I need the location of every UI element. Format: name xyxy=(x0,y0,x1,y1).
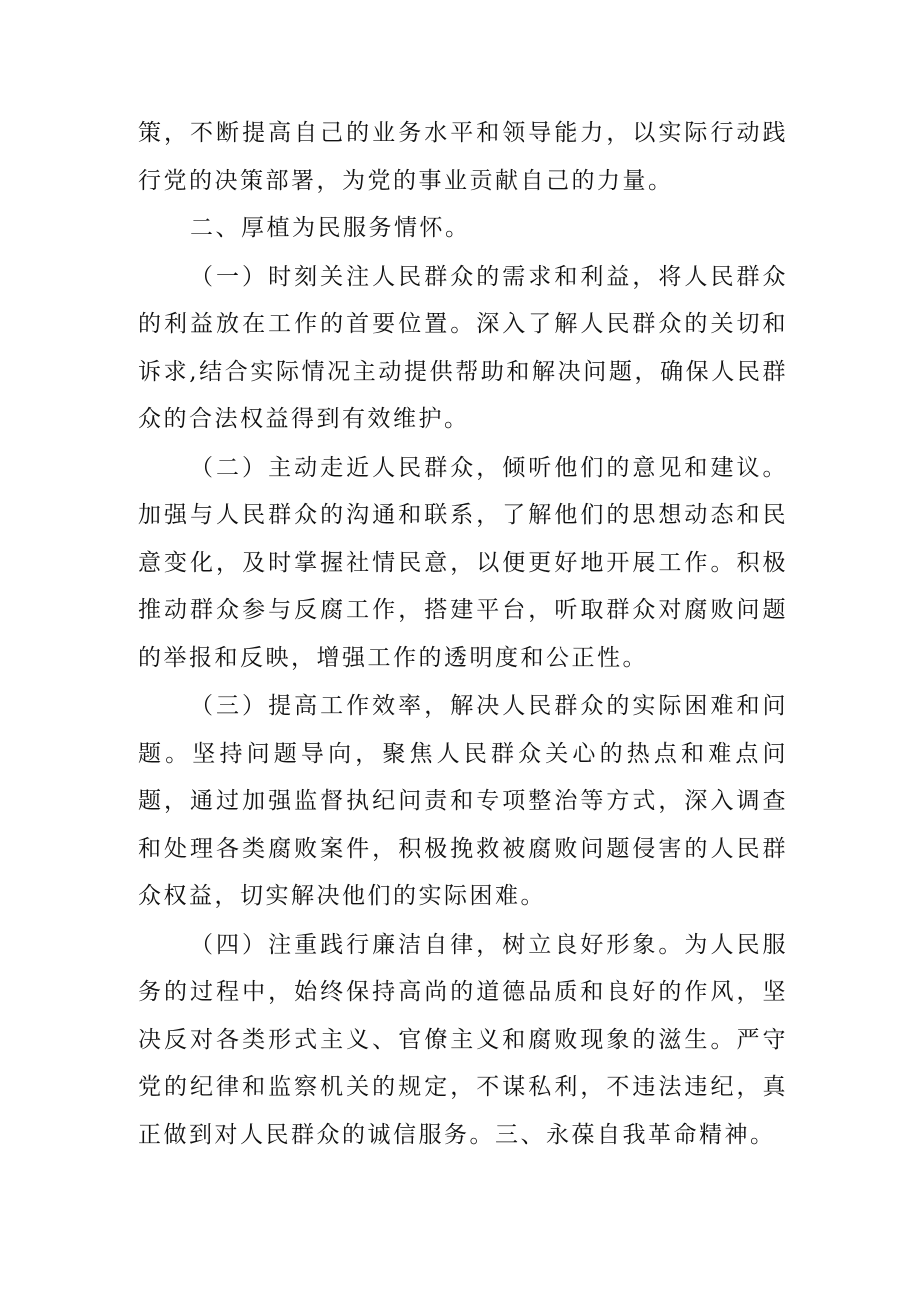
paragraph-item-3: （三）提高工作效率，解决人民群众的实际困难和问题。坚持问题导向，聚焦人民群众关心的热点和难点问题，通过加强监督执纪问责和专项整治等方式，深入调查和处理各类腐败案件，积极挽救被腐败问题侵害的人民群众权益，切实解决他们的实际困难。 xyxy=(138,693,788,909)
document-body xyxy=(138,110,788,1159)
paragraph-item-4: （四）注重践行廉洁自律，树立良好形象。为人民服务的过程中，始终保持高尚的道德品质和良好的作风，坚决反对各类形式主义、官僚主义和腐败现象的滋生。严守党的纪律和监察机关的规定，不谋私利，不违法违纪，真正做到对人民群众的诚信服务。三、永葆自我革命精神。 xyxy=(138,931,788,1148)
section-heading-2: 二、厚植为民服务情怀。 xyxy=(190,215,471,241)
paragraph-continuation: 策，不断提高自己的业务水平和领导能力，以实际行动践行党的决策部署，为党的事业贡献自己的力量。 xyxy=(138,120,788,194)
paragraph-item-2: （二）主动走近人民群众，倾听他们的意见和建议。加强与人民群众的沟通和联系，了解他们的思想动态和民意变化，及时掌握社情民意，以便更好地开展工作。积极推动群众参与反腐工作，搭建平台，听取群众对腐败问题的举报和反映，增强工作的透明度和公正性。 xyxy=(138,454,788,671)
paragraph-item-1: （一）时刻关注人民群众的需求和利益，将人民群众的利益放在工作的首要位置。深入了解人民群众的关切和诉求,结合实际情况主动提供帮助和解决问题，确保人民群众的合法权益得到有效维护。 xyxy=(138,263,788,432)
